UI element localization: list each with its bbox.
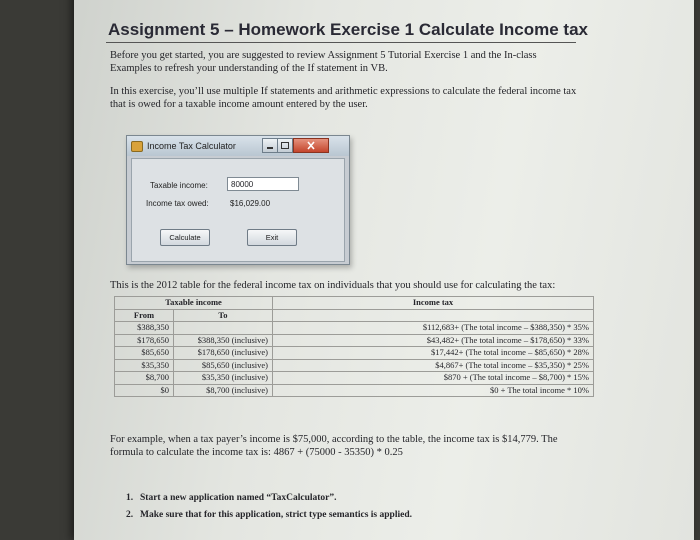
close-icon xyxy=(294,139,328,152)
cell-to: $85,650 (inclusive) xyxy=(174,359,273,372)
intro-paragraph: Before you get started, you are suggested to review Assignment 5 Tutorial Exercise 1 and the In-class Examples to refresh your understanding of the If statement in VB. xyxy=(110,50,537,74)
step-number: 2. xyxy=(126,510,134,520)
cell-from: $85,650 xyxy=(115,347,174,360)
maximize-icon xyxy=(278,139,292,152)
cell-tax: $43,482+ (The total income – $178,650) * 33% xyxy=(273,334,594,347)
minimize-icon xyxy=(263,139,277,152)
page-title: Assignment 5 – Homework Exercise 1 Calculate Income tax xyxy=(108,20,588,39)
income-tax-calculator-window xyxy=(126,135,350,265)
window-title: Income Tax Calculator xyxy=(147,141,236,151)
window-client-area xyxy=(131,158,345,262)
calculate-button[interactable]: Calculate xyxy=(160,229,210,246)
cell-tax: $112,683+ (The total income – $388,350) * 35% xyxy=(273,322,594,335)
header-to: To xyxy=(174,309,273,322)
exit-button[interactable]: Exit xyxy=(247,229,297,246)
header-from: From xyxy=(115,309,174,322)
app-icon xyxy=(131,141,143,152)
table-subheader-row xyxy=(115,309,594,322)
cell-from: $35,350 xyxy=(115,359,174,372)
table-row xyxy=(115,384,594,397)
cell-from: $8,700 xyxy=(115,372,174,385)
close-button[interactable] xyxy=(293,138,329,153)
table-row xyxy=(115,347,594,360)
income-tax-owed-label: Income tax owed: xyxy=(146,199,209,208)
minimize-button[interactable] xyxy=(262,138,278,153)
table-row xyxy=(115,322,594,335)
exercise-paragraph: In this exercise, you’ll use multiple If statements and arithmetic expressions to calculate the federal income tax that is owed for a taxable income amount entered by the user. xyxy=(110,86,577,110)
table-header-row xyxy=(115,297,594,310)
step-number: 1. xyxy=(126,493,134,503)
list-item xyxy=(126,490,412,507)
cell-tax: $0 + The total income * 10% xyxy=(273,384,594,397)
table-row xyxy=(115,334,594,347)
cell-to: $178,650 (inclusive) xyxy=(174,347,273,360)
cell-to: $8,700 (inclusive) xyxy=(174,384,273,397)
table-row xyxy=(115,359,594,372)
income-tax-owed-value: $16,029.00 xyxy=(230,199,271,208)
cell-from: $0 xyxy=(115,384,174,397)
step-text: Start a new application named “TaxCalculator”. xyxy=(140,493,337,503)
header-blank xyxy=(273,309,594,322)
cell-tax: $17,442+ (The total income – $85,650) * 28% xyxy=(273,347,594,360)
step-text: Make sure that for this application, strict type semantics is applied. xyxy=(140,510,412,520)
window-titlebar[interactable] xyxy=(127,136,349,156)
cell-tax: $4,867+ (The total income – $35,350) * 25% xyxy=(273,359,594,372)
steps-list xyxy=(126,490,412,524)
document-content xyxy=(106,0,686,525)
taxable-income-label: Taxable income: xyxy=(150,181,208,190)
taxable-income-input[interactable]: 80000 xyxy=(227,177,299,191)
title-underline xyxy=(106,42,576,43)
table-intro-paragraph: This is the 2012 table for the federal income tax on individuals that you should use for calculating the tax: xyxy=(110,280,556,291)
maximize-button[interactable] xyxy=(277,138,293,153)
cell-from: $388,350 xyxy=(115,322,174,335)
cell-from: $178,650 xyxy=(115,334,174,347)
cell-tax: $870 + (The total income – $8,700) * 15% xyxy=(273,372,594,385)
cell-to: $388,350 (inclusive) xyxy=(174,334,273,347)
header-income-tax: Income tax xyxy=(273,297,594,310)
cell-to: $35,350 (inclusive) xyxy=(174,372,273,385)
tax-table xyxy=(114,296,594,397)
example-paragraph: For example, when a tax payer’s income is $75,000, according to the table, the income tax is $14,779. The formula to calculate the income tax is: 4867 + (75000 - 35350) * 0.25 xyxy=(110,434,558,458)
table-row xyxy=(115,372,594,385)
header-taxable-income: Taxable income xyxy=(115,297,273,310)
list-item xyxy=(126,507,412,524)
cell-to xyxy=(174,322,273,335)
